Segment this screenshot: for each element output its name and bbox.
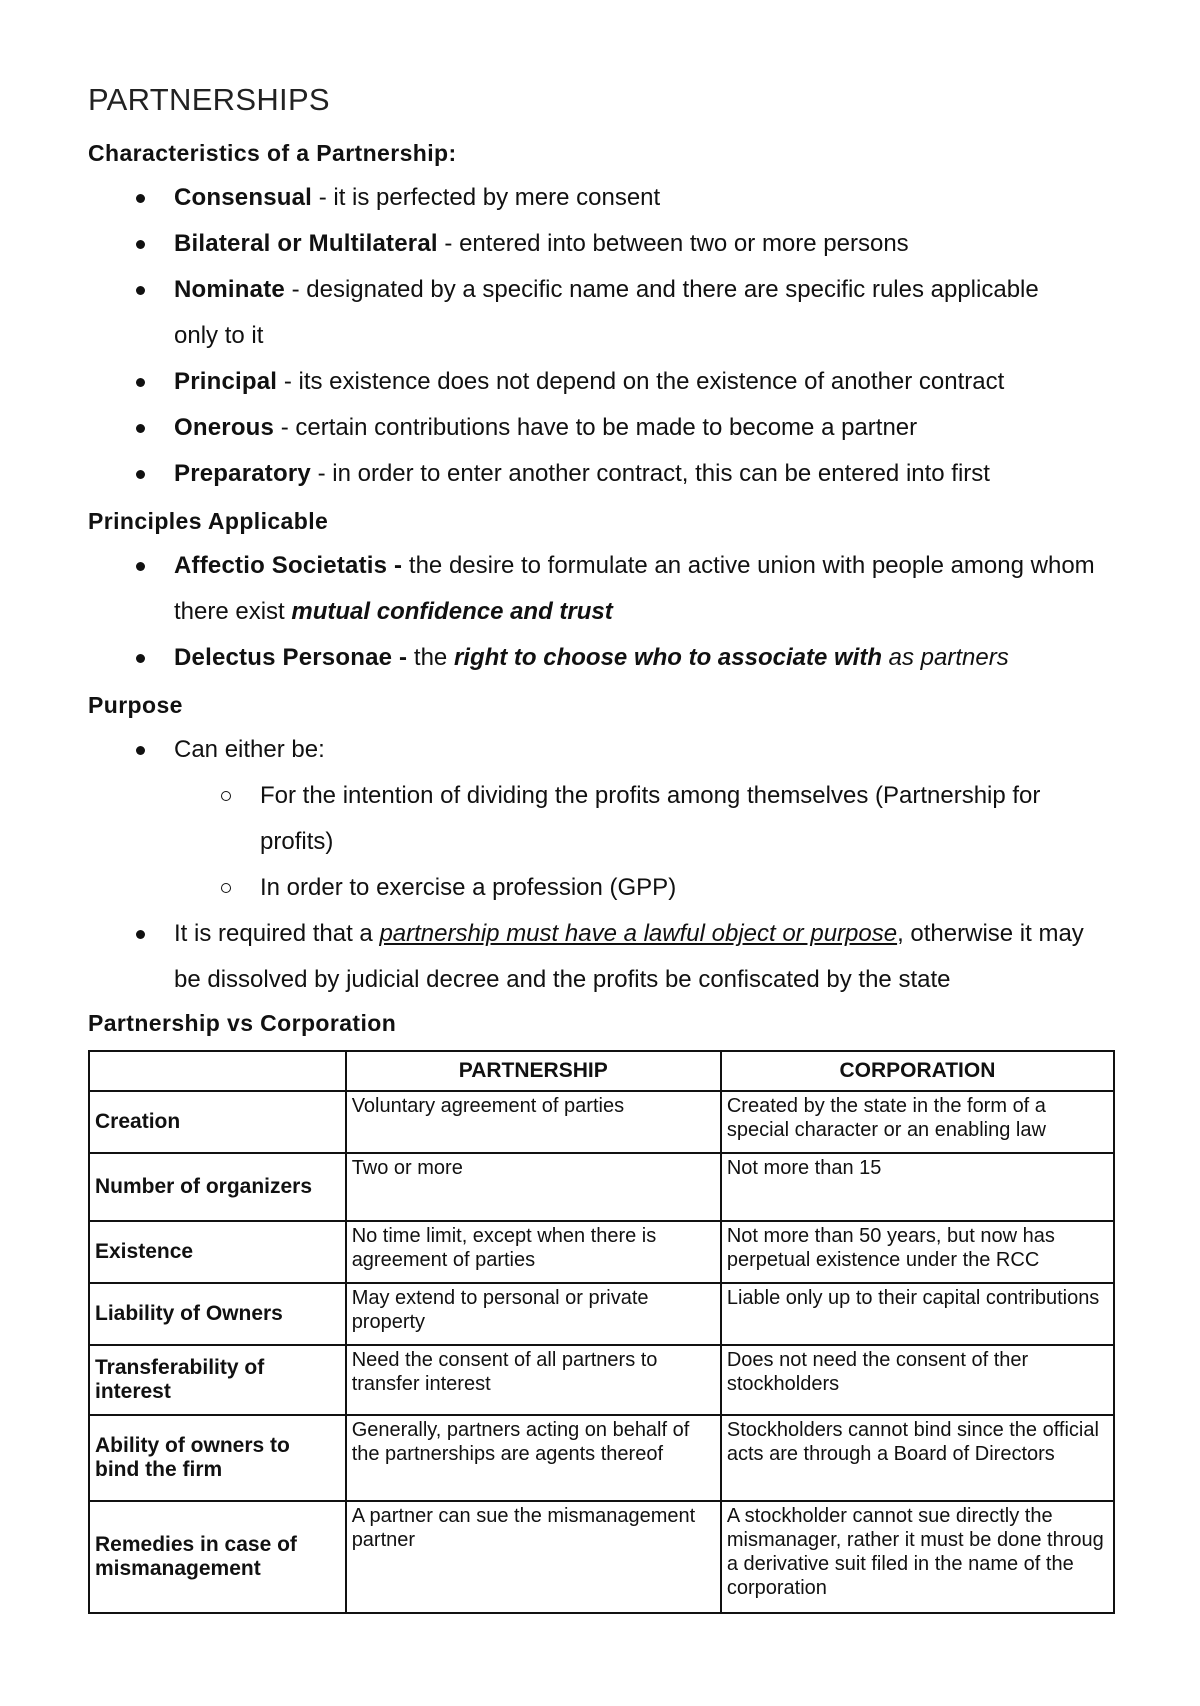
partnership-cell: Generally, partners acting on behalf of the partnerships are agents thereof [346, 1415, 721, 1501]
corporation-cell: Created by the state in the form of a special character or an enabling law [721, 1091, 1114, 1153]
comparison-heading: Partnership vs Corporation [88, 1010, 397, 1036]
bullet-icon [136, 930, 145, 939]
row-label: Liability of Owners [89, 1283, 346, 1345]
corporation-cell: Not more than 15 [721, 1153, 1114, 1221]
bullet-icon [136, 240, 145, 249]
corporation-cell: Liable only up to their capital contributions [721, 1283, 1114, 1345]
hollow-bullet-icon [221, 883, 231, 893]
partnership-cell: Two or more [346, 1153, 721, 1221]
partnership-cell: May extend to personal or private property [346, 1283, 721, 1345]
bullet-icon [136, 470, 145, 479]
purpose-heading: Purpose [88, 692, 183, 718]
corporation-cell: Not more than 50 years, but now has perpetual existence under the RCC [721, 1221, 1114, 1283]
bullet-icon [136, 654, 145, 663]
row-label: Ability of owners to bind the firm [89, 1415, 346, 1501]
table-row [89, 1221, 1114, 1283]
bullet-icon [136, 194, 145, 203]
characteristics-heading: Characteristics of a Partnership: [88, 140, 457, 166]
principles-heading: Principles Applicable [88, 508, 329, 534]
table-row [89, 1415, 1114, 1501]
partnership-cell: No time limit, except when there is agreement of parties [346, 1221, 721, 1283]
corporation-cell: Stockholders cannot bind since the official acts are through a Board of Directors [721, 1415, 1114, 1501]
partnership-cell: A partner can sue the mismanagement partner [346, 1501, 721, 1613]
row-label: Number of organizers [89, 1153, 346, 1221]
bullet-icon [136, 286, 145, 295]
table-row [89, 1345, 1114, 1415]
table-header-row [89, 1051, 1114, 1091]
row-label: Remedies in case of mismanagement [89, 1501, 346, 1613]
bullet-icon [136, 746, 145, 755]
comparison-table [88, 1050, 1115, 1614]
table-header-cell [89, 1051, 346, 1091]
corporation-cell: A stockholder cannot sue directly the mismanager, rather it must be done throug a derivative suit filed in the name of the corporation [721, 1501, 1114, 1613]
bullet-icon [136, 424, 145, 433]
document-title: PARTNERSHIPS [88, 82, 330, 117]
table-row [89, 1283, 1114, 1345]
row-label: Transferability of interest [89, 1345, 346, 1415]
partnership-cell: Need the consent of all partners to transfer interest [346, 1345, 721, 1415]
table-header-cell: PARTNERSHIP [346, 1051, 721, 1091]
partnership-cell: Voluntary agreement of parties [346, 1091, 721, 1153]
bullet-icon [136, 378, 145, 387]
table-header-cell: CORPORATION [721, 1051, 1114, 1091]
row-label: Creation [89, 1091, 346, 1153]
table-row [89, 1091, 1114, 1153]
corporation-cell: Does not need the consent of ther stockholders [721, 1345, 1114, 1415]
row-label: Existence [89, 1221, 346, 1283]
table-row [89, 1153, 1114, 1221]
hollow-bullet-icon [221, 791, 231, 801]
table-row [89, 1501, 1114, 1613]
bullet-icon [136, 562, 145, 571]
